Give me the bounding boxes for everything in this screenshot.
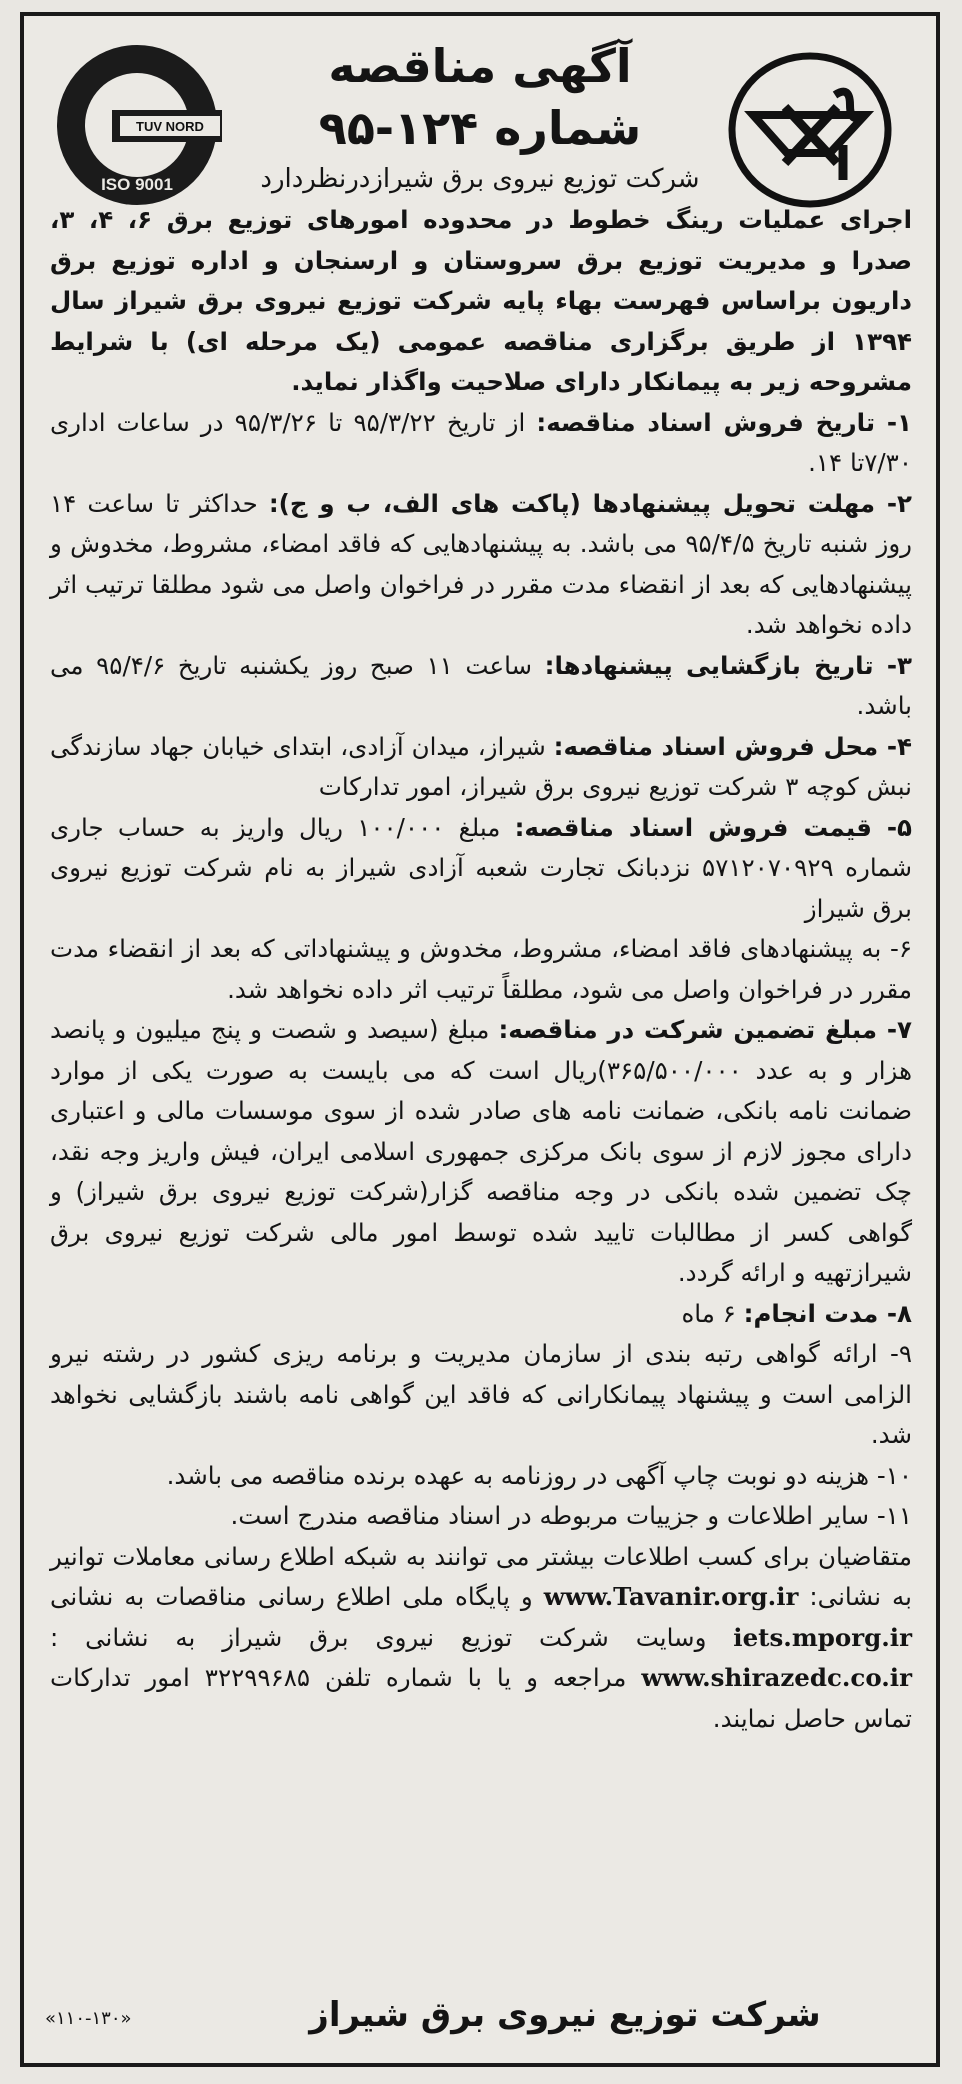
item-2 xyxy=(50,484,912,646)
item-text: ۶- به پیشنهادهای فاقد امضاء، مشروط، مخدوش و پیشنهاداتی که بعد از انقضاء مدت مقرر در فراخوان واصل می شود، مطلقاً ترتیب اثر داده نخواهد شد. xyxy=(50,934,912,1004)
tavanir-link[interactable]: www.Tavanir.org.ir xyxy=(543,1582,799,1611)
item-text: ۶ ماه xyxy=(681,1298,744,1328)
item-label: ۲- مهلت تحویل پیشنهادها (پاکت های الف، ب و ج): xyxy=(268,488,912,518)
item-3 xyxy=(50,646,912,727)
closing-text-4: مراجعه و یا با شماره تلفن ۳۲۲۹۹۶۸۵ امور تدارکات تماس حاصل نمایند. xyxy=(50,1663,912,1733)
item-label: ۸- مدت انجام: xyxy=(743,1298,912,1328)
item-label: ۴- محل فروش اسناد مناقصه: xyxy=(553,731,912,761)
tuv-iso-logo xyxy=(52,40,222,210)
item-text: ۱۱- سایر اطلاعات و جزییات مربوطه در اسناد مناقصه مندرج است. xyxy=(230,1501,912,1530)
item-text: شیراز، میدان آزادی، ابتدای خیابان جهاد سازندگی نبش کوچه ۳ شرکت توزیع نیروی برق شیراز، امور تدارکات xyxy=(50,731,912,801)
item-label: ۵- قیمت فروش اسناد مناقصه: xyxy=(514,812,913,842)
company-emblem xyxy=(725,45,895,215)
item-label: ۳- تاریخ بازگشایی پیشنهادها: xyxy=(544,650,912,680)
closing-text-1: متقاضیان برای کسب اطلاعات بیشتر می توانند به شبکه اطلاع رسانی معاملات توانیر به نشانی: xyxy=(50,1541,912,1611)
item-9 xyxy=(50,1334,912,1456)
item-text: مبلغ ۱۰۰/۰۰۰ ریال واریز به حساب جاری شماره ۵۷۱۲۰۷۰۹۲۹ نزدبانک تجارت شعبه آزادی شیراز به نام شرکت توزیع نیروی برق شیراز xyxy=(50,812,912,923)
item-label: ۷- مبلغ تضمین شرکت در مناقصه: xyxy=(498,1015,912,1044)
closing-text-3: وسایت شرکت توزیع نیروی برق شیراز به نشانی : xyxy=(50,1622,734,1652)
item-8 xyxy=(50,1294,912,1335)
item-text: ساعت ۱۱ صبح روز یکشنبه تاریخ ۹۵/۴/۶ می باشد. xyxy=(50,650,912,720)
item-11 xyxy=(50,1496,912,1537)
shirazedc-link[interactable]: www.shirazedc.co.ir xyxy=(641,1663,912,1692)
item-text: ۹- ارائه گواهی رتبه بندی از سازمان مدیریت و برنامه ریزی کشور در رشته نیرو الزامی است و پیشنهاد پیمانکارانی که فاقد این گواهی نامه باشند بازگشایی نخواهد شد. xyxy=(50,1339,912,1449)
iets-link[interactable]: iets.mporg.ir xyxy=(733,1622,912,1652)
item-6 xyxy=(50,929,912,1010)
item-text: از تاریخ ۹۵/۳/۲۲ تا ۹۵/۳/۲۶ در ساعات اداری ۷/۳۰تا ۱۴. xyxy=(50,407,912,477)
notice-number: شماره ۱۲۴-۹۵ xyxy=(318,101,642,155)
item-text: ۱۰- هزینه دو نوبت چاپ آگهی در روزنامه به عهده برنده مناقصه می باشد. xyxy=(166,1460,912,1490)
notice-subtitle: شرکت توزیع نیروی برق شیرازدرنظردارد xyxy=(260,164,700,194)
item-text: مبلغ (سیصد و شصت و پنج میلیون و پانصد هزار و به عدد ۳۶۵/۵۰۰/۰۰۰)ریال است که می بایست به صورت یکی از موارد ضمانت نامه بانکی، ضمانت نامه های صادر شده از سوی موسسات مالی و اعتباری دارای مجوز لازم از سوی بانک مرکزی جمهوری اسلامی ایران، فیش واریز وجه نقد، چک تضمین شده بانکی در وجه مناقصه گزار(شرکت توزیع نیروی برق شیراز) و گواهی کسر از مطالبات تایید شده توسط امور مالی شرکت توزیع نیروی برق شیرازتهیه و ارائه گردد. xyxy=(50,1015,912,1287)
closing-text-2: و پایگاه ملی اطلاع رسانی مناقصات به نشانی xyxy=(50,1582,544,1611)
notice-title: آگهی مناقصه xyxy=(328,39,632,93)
notice-body xyxy=(50,200,912,1739)
item-text: حداکثر تا ساعت ۱۴ روز شنبه تاریخ ۹۵/۴/۵ می باشد. به پیشنهادهایی که فاقد امضاء، مشروط، مخدوش و پیشنهادهایی که بعد از انقضاء مدت مقرر در فراخوان واصل می شود مطلقا ترتیب اثر داده نخواهد شد. xyxy=(50,488,912,639)
item-10 xyxy=(50,1456,912,1497)
item-4 xyxy=(50,727,912,808)
item-1 xyxy=(50,403,912,484)
footer-company: شرکت توزیع نیروی برق شیراز xyxy=(309,1995,821,2035)
item-5 xyxy=(50,808,912,930)
item-label: ۱- تاریخ فروش اسناد مناقصه: xyxy=(536,407,912,437)
intro-paragraph: اجرای عملیات رینگ خطوط در محدوده امورهای توزیع برق ۶، ۴، ۳، صدرا و مدیریت توزیع برق سروستان و ارسنجان و اداره توزیع برق داریون براساس فهرست بهاء پایه شرکت توزیع نیروی برق شیراز سال ۱۳۹۴ از طریق برگزاری مناقصه عمومی (یک مرحله ای) با شرایط مشروحه زیر به پیمانکار دارای صلاحیت واگذار نماید. xyxy=(50,205,913,396)
iso-text: ISO 9001 xyxy=(101,175,173,194)
closing-paragraph xyxy=(50,1537,912,1740)
item-7 xyxy=(50,1010,912,1294)
tuv-text: TUV NORD xyxy=(136,119,204,134)
footer-code: «۱۱۰-۱۳۰» xyxy=(45,2008,132,2029)
